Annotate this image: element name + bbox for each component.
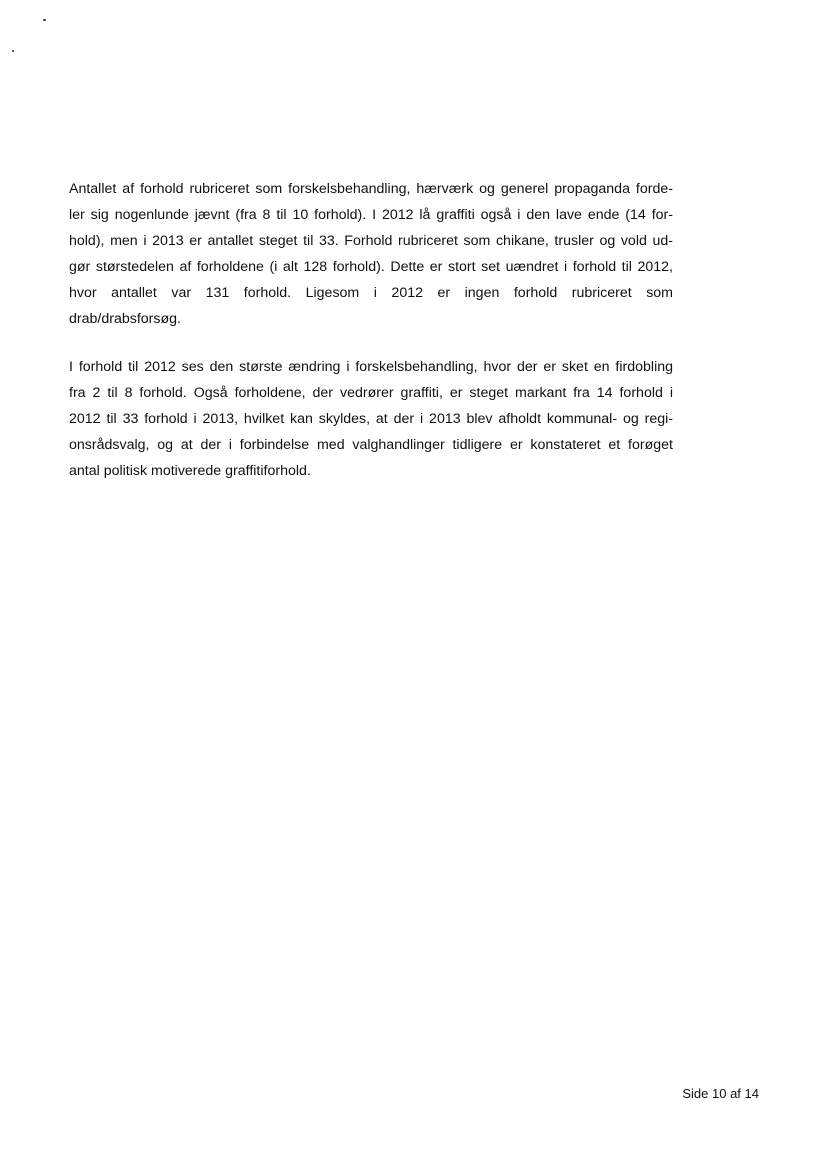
scan-speck bbox=[12, 50, 14, 52]
scan-speck bbox=[43, 19, 46, 21]
page-number: Side 10 af 14 bbox=[682, 1086, 759, 1101]
paragraph-2 bbox=[69, 354, 673, 484]
paragraph-line: Antallet af forhold rubriceret som forskelsbehandling, hærværk og generel propaganda forde- bbox=[69, 181, 673, 197]
paragraph-line: antal politisk motiverede graffitiforhold. bbox=[69, 463, 311, 479]
paragraph-line: 2012 til 33 forhold i 2013, hvilket kan skyldes, at der i 2013 blev afholdt kommunal- og regi- bbox=[69, 411, 673, 427]
paragraph-line: hold), men i 2013 er antallet steget til 33. Forhold rubriceret som chikane, trusler og vold ud- bbox=[69, 233, 673, 249]
paragraph-1 bbox=[69, 176, 673, 332]
paragraph-line: hvor antallet var 131 forhold. Ligesom i 2012 er ingen forhold rubriceret som bbox=[69, 285, 673, 301]
paragraph-line: fra 2 til 8 forhold. Også forholdene, der vedrører graffiti, er steget markant fra 14 forhold i bbox=[69, 385, 673, 401]
paragraph-line: gør størstedelen af forholdene (i alt 128 forhold). Dette er stort set uændret i forhold til 2012, bbox=[69, 259, 673, 275]
paragraph-line: ler sig nogenlunde jævnt (fra 8 til 10 forhold). I 2012 lå graffiti også i den lave ende (14 for- bbox=[69, 207, 673, 223]
paragraph-line: I forhold til 2012 ses den største ændring i forskelsbehandling, hvor der er sket en firdobling bbox=[69, 359, 673, 375]
paragraph-line: drab/drabsforsøg. bbox=[69, 311, 181, 327]
paragraph-line: onsrådsvalg, og at der i forbindelse med valghandlinger tidligere er konstateret et forøget bbox=[69, 437, 673, 453]
